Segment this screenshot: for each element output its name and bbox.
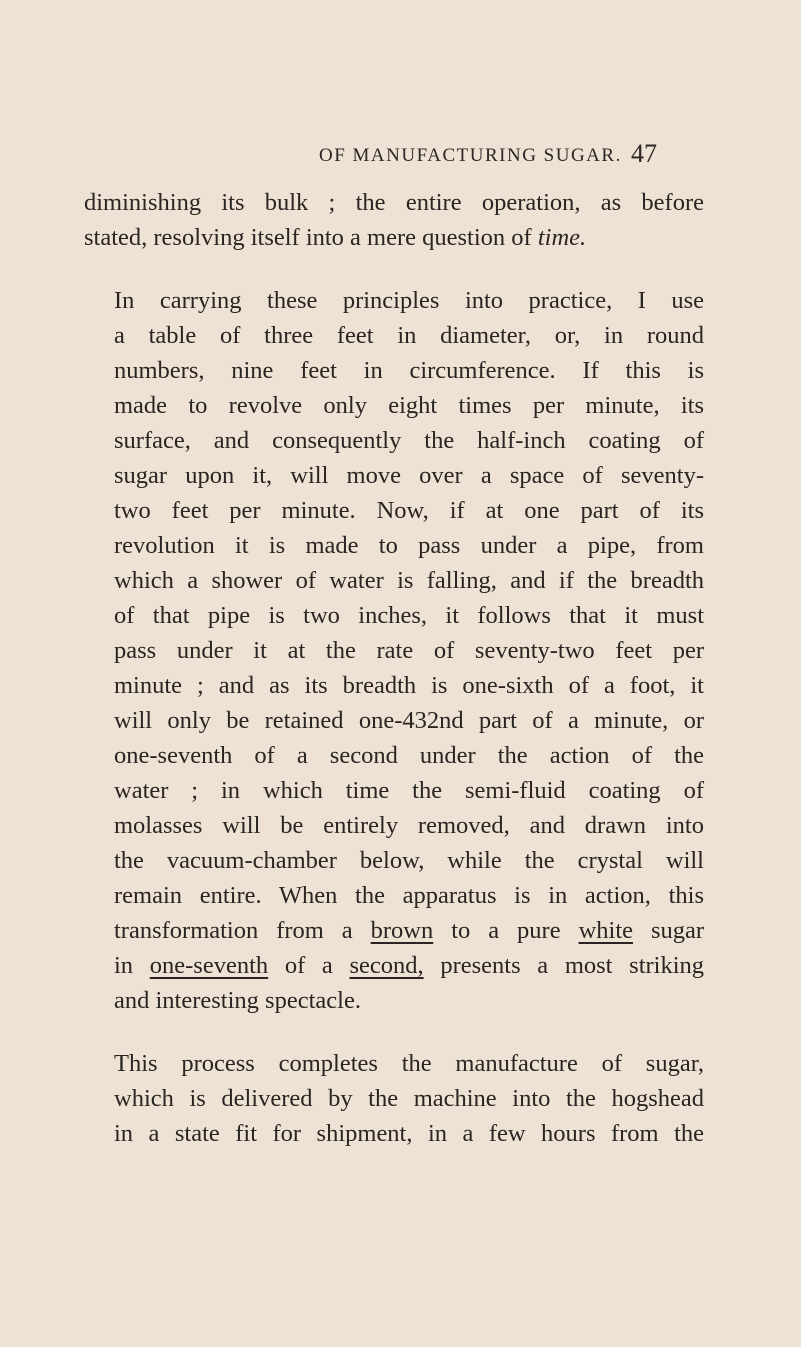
text-line: will only be retained one-432nd part of a minute, or bbox=[114, 707, 704, 734]
text-line: surface, and consequently the half-inch coating of bbox=[114, 427, 704, 454]
text-line: revolution it is made to pass under a pipe, from bbox=[114, 532, 704, 559]
text-line: the vacuum-chamber below, while the crystal will bbox=[114, 847, 704, 874]
page-header bbox=[0, 139, 801, 175]
text-line: and interesting spectacle. bbox=[114, 987, 361, 1014]
text-line: sugar upon it, will move over a space of seventy- bbox=[114, 462, 704, 489]
text-line: This process completes the manufacture of sugar, bbox=[114, 1050, 704, 1077]
text-line: water ; in which time the semi-fluid coating of bbox=[114, 777, 704, 804]
text-line: transformation from a brown to a pure white sugar bbox=[114, 917, 705, 944]
paragraph-2 bbox=[84, 283, 704, 1018]
emphasis-time: time. bbox=[537, 224, 587, 251]
text-line: minute ; and as its breadth is one-sixth of a foot, it bbox=[114, 672, 704, 699]
text-line: In carrying these principles into practice, I use bbox=[114, 287, 704, 314]
text-line: one-seventh of a second under the action of the bbox=[114, 742, 704, 769]
paragraph-3 bbox=[84, 1046, 704, 1151]
underlined-word: second, bbox=[349, 952, 424, 979]
page-number: 47 bbox=[631, 139, 657, 168]
text-line: a table of three feet in diameter, or, in round bbox=[114, 322, 704, 349]
body-text bbox=[84, 185, 704, 1151]
text-line: pass under it at the rate of seventy-two feet per bbox=[114, 637, 704, 664]
text-line: two feet per minute. Now, if at one part of its bbox=[114, 497, 704, 524]
text-line: numbers, nine feet in circumference. If this is bbox=[114, 357, 704, 384]
running-head: OF MANUFACTURING SUGAR. bbox=[319, 145, 622, 166]
text-line: diminishing its bulk ; the entire operation, as before bbox=[84, 189, 704, 216]
text-line: which a shower of water is falling, and if the breadth bbox=[114, 567, 704, 594]
underlined-word: white bbox=[578, 917, 633, 944]
text-line: in a state fit for shipment, in a few hours from the bbox=[114, 1120, 704, 1147]
text-line: made to revolve only eight times per minute, its bbox=[114, 392, 704, 419]
text-line: molasses will be entirely removed, and drawn into bbox=[114, 812, 704, 839]
underlined-word: one-seventh bbox=[149, 952, 269, 979]
underlined-word: brown bbox=[370, 917, 434, 944]
text-line: stated, resolving itself into a mere question of time. bbox=[84, 224, 587, 251]
text-line: which is delivered by the machine into the hogshead bbox=[114, 1085, 704, 1112]
text-line: of that pipe is two inches, it follows that it must bbox=[114, 602, 704, 629]
paragraph-1 bbox=[84, 185, 704, 255]
text-line: remain entire. When the apparatus is in action, this bbox=[114, 882, 704, 909]
text-line: in one-seventh of a second, presents a most striking bbox=[114, 952, 705, 979]
